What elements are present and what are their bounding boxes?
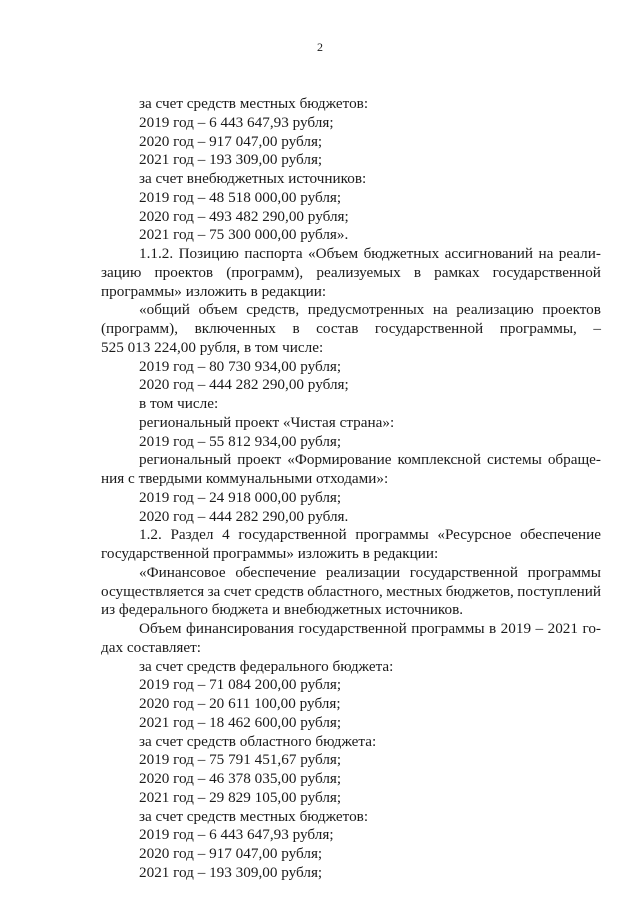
word: «Финансовое xyxy=(139,563,226,581)
word: предусмотренных xyxy=(307,301,425,319)
word: государственной xyxy=(492,263,601,281)
word: (программ), xyxy=(226,263,304,281)
word: государственной xyxy=(374,320,484,337)
text-line-justified xyxy=(101,301,601,320)
text-line-indented: 2019 год – 80 730 934,00 рубля; xyxy=(139,357,342,375)
word: на xyxy=(538,245,554,262)
word: реализации xyxy=(325,563,401,581)
word: обеспечение xyxy=(235,563,317,581)
word: государственной xyxy=(238,526,347,544)
word: программы xyxy=(411,620,485,637)
word: государственной xyxy=(298,620,407,637)
word: проектов xyxy=(154,263,214,281)
word: Объем xyxy=(139,620,182,637)
word: 2021 xyxy=(547,620,578,637)
word: зацию xyxy=(101,263,142,281)
text-line-indented: за счет средств местных бюджетов: xyxy=(139,807,369,825)
text-line-indented: за счет внебюджетных источников: xyxy=(139,170,367,187)
word: 1.2. xyxy=(139,526,162,544)
word: обеспечение xyxy=(520,526,601,544)
text-line-indented: 2020 год – 20 611 100,00 рубля; xyxy=(139,695,341,712)
text-line-justified xyxy=(101,526,601,545)
word: программы xyxy=(527,563,601,581)
word: ассигнований xyxy=(444,245,534,262)
text-line-justified xyxy=(101,264,601,283)
word: счет xyxy=(223,582,252,600)
text-line-justified xyxy=(101,620,601,639)
word: «общий xyxy=(139,301,190,319)
text-line-indented: 2020 год – 917 047,00 рубля; xyxy=(139,845,323,862)
text-line-justified xyxy=(101,451,601,470)
text-line-indented: 2020 год – 46 378 035,00 рубля; xyxy=(139,770,342,787)
text-line-indented: 2019 год – 48 518 000,00 рубля; xyxy=(139,188,342,206)
text-line-indented: 2020 год – 444 282 290,00 рубля. xyxy=(139,507,349,525)
text-line-indented: за счет средств областного бюджета: xyxy=(139,732,377,750)
text-line-justified xyxy=(101,564,601,583)
word: «Ресурсное xyxy=(437,526,512,544)
word: состав xyxy=(316,320,359,337)
word: – xyxy=(593,320,601,337)
word: – xyxy=(535,620,544,637)
word: рамках xyxy=(434,263,480,281)
page-number: 2 xyxy=(317,40,323,54)
word: системы xyxy=(487,451,542,469)
word: государственной xyxy=(409,563,518,581)
word: Раздел xyxy=(170,526,214,544)
word: го- xyxy=(582,620,601,637)
word: региональный xyxy=(139,451,232,469)
word: финансирования xyxy=(186,620,294,637)
text-line-indented: 2019 год – 71 084 200,00 рубля; xyxy=(139,676,342,694)
text-line-indented: 2021 год – 18 462 600,00 рубля; xyxy=(139,713,342,731)
word: (программ), xyxy=(101,320,179,337)
word: осуществляется xyxy=(101,582,205,600)
word: 1.1.2. xyxy=(139,245,174,262)
text-line-justified xyxy=(101,245,601,264)
document-body xyxy=(101,95,601,883)
word: обраще- xyxy=(547,451,601,469)
text-line-justified xyxy=(101,583,601,602)
word: «Объем xyxy=(308,245,359,262)
text-line-indented: региональный проект «Чистая страна»: xyxy=(139,413,395,431)
word: поступлений xyxy=(517,582,601,600)
word: 2019 xyxy=(500,620,532,637)
text-line: ния с твердыми коммунальными отходами»: xyxy=(101,470,389,487)
word: средств xyxy=(254,582,304,600)
word: средств, xyxy=(246,301,300,319)
text-line: государственной программы» изложить в редакции: xyxy=(101,545,439,562)
text-line-indented: 2021 год – 193 309,00 рубля; xyxy=(139,863,323,881)
word: областного, xyxy=(307,582,383,600)
word: бюджетных xyxy=(363,245,440,262)
word: комплексной xyxy=(397,451,482,469)
word: реализацию xyxy=(456,301,534,319)
word: реализуемых xyxy=(316,263,401,281)
text-line-indented: 2021 год – 29 829 105,00 рубля; xyxy=(139,788,342,806)
word: за xyxy=(207,582,221,600)
text-line: дах составляет: xyxy=(101,638,202,656)
word: программы, xyxy=(499,320,577,337)
text-line-justified xyxy=(101,320,601,339)
text-line: из федерального бюджета и внебюджетных источников. xyxy=(101,601,464,619)
word: в xyxy=(413,263,421,281)
text-line-indented: за счет средств федерального бюджета: xyxy=(139,657,394,675)
word: на xyxy=(432,301,448,319)
word: паспорта xyxy=(244,245,303,262)
text-line: 525 013 224,00 рубля, в том числе: xyxy=(101,338,324,356)
text-line-indented: 2020 год – 917 047,00 рубля; xyxy=(139,132,323,150)
text-line-indented: 2019 год – 24 918 000,00 рубля; xyxy=(139,488,342,506)
text-line: программы» изложить в редакции: xyxy=(101,282,327,300)
word: реали- xyxy=(558,245,601,262)
word: включенных xyxy=(194,320,276,337)
word: в xyxy=(489,620,497,637)
word: 4 xyxy=(222,526,230,544)
word: Позицию xyxy=(178,245,239,262)
word: программы xyxy=(355,526,429,544)
text-line-indented: 2019 год – 6 443 647,93 рубля; xyxy=(139,113,334,131)
word: бюджетов, xyxy=(445,582,514,600)
word: в xyxy=(292,320,300,337)
text-line-indented: 2021 год – 75 300 000,00 рубля». xyxy=(139,226,349,244)
word: местных xyxy=(386,582,443,600)
word: проектов xyxy=(542,301,601,319)
word: проект xyxy=(237,451,282,469)
word: «Формирование xyxy=(287,451,392,469)
text-line-indented: 2019 год – 75 791 451,67 рубля; xyxy=(139,751,342,769)
word: объем xyxy=(198,301,238,319)
text-line-indented: за счет средств местных бюджетов: xyxy=(139,95,369,112)
text-line-indented: 2020 год – 444 282 290,00 рубля; xyxy=(139,376,349,394)
text-line-indented: 2020 год – 493 482 290,00 рубля; xyxy=(139,207,349,225)
text-line-indented: 2019 год – 55 812 934,00 рубля; xyxy=(139,432,342,450)
text-line-indented: 2019 год – 6 443 647,93 рубля; xyxy=(139,826,334,844)
text-line-indented: в том числе: xyxy=(139,395,219,412)
text-line-indented: 2021 год – 193 309,00 рубля; xyxy=(139,151,323,169)
